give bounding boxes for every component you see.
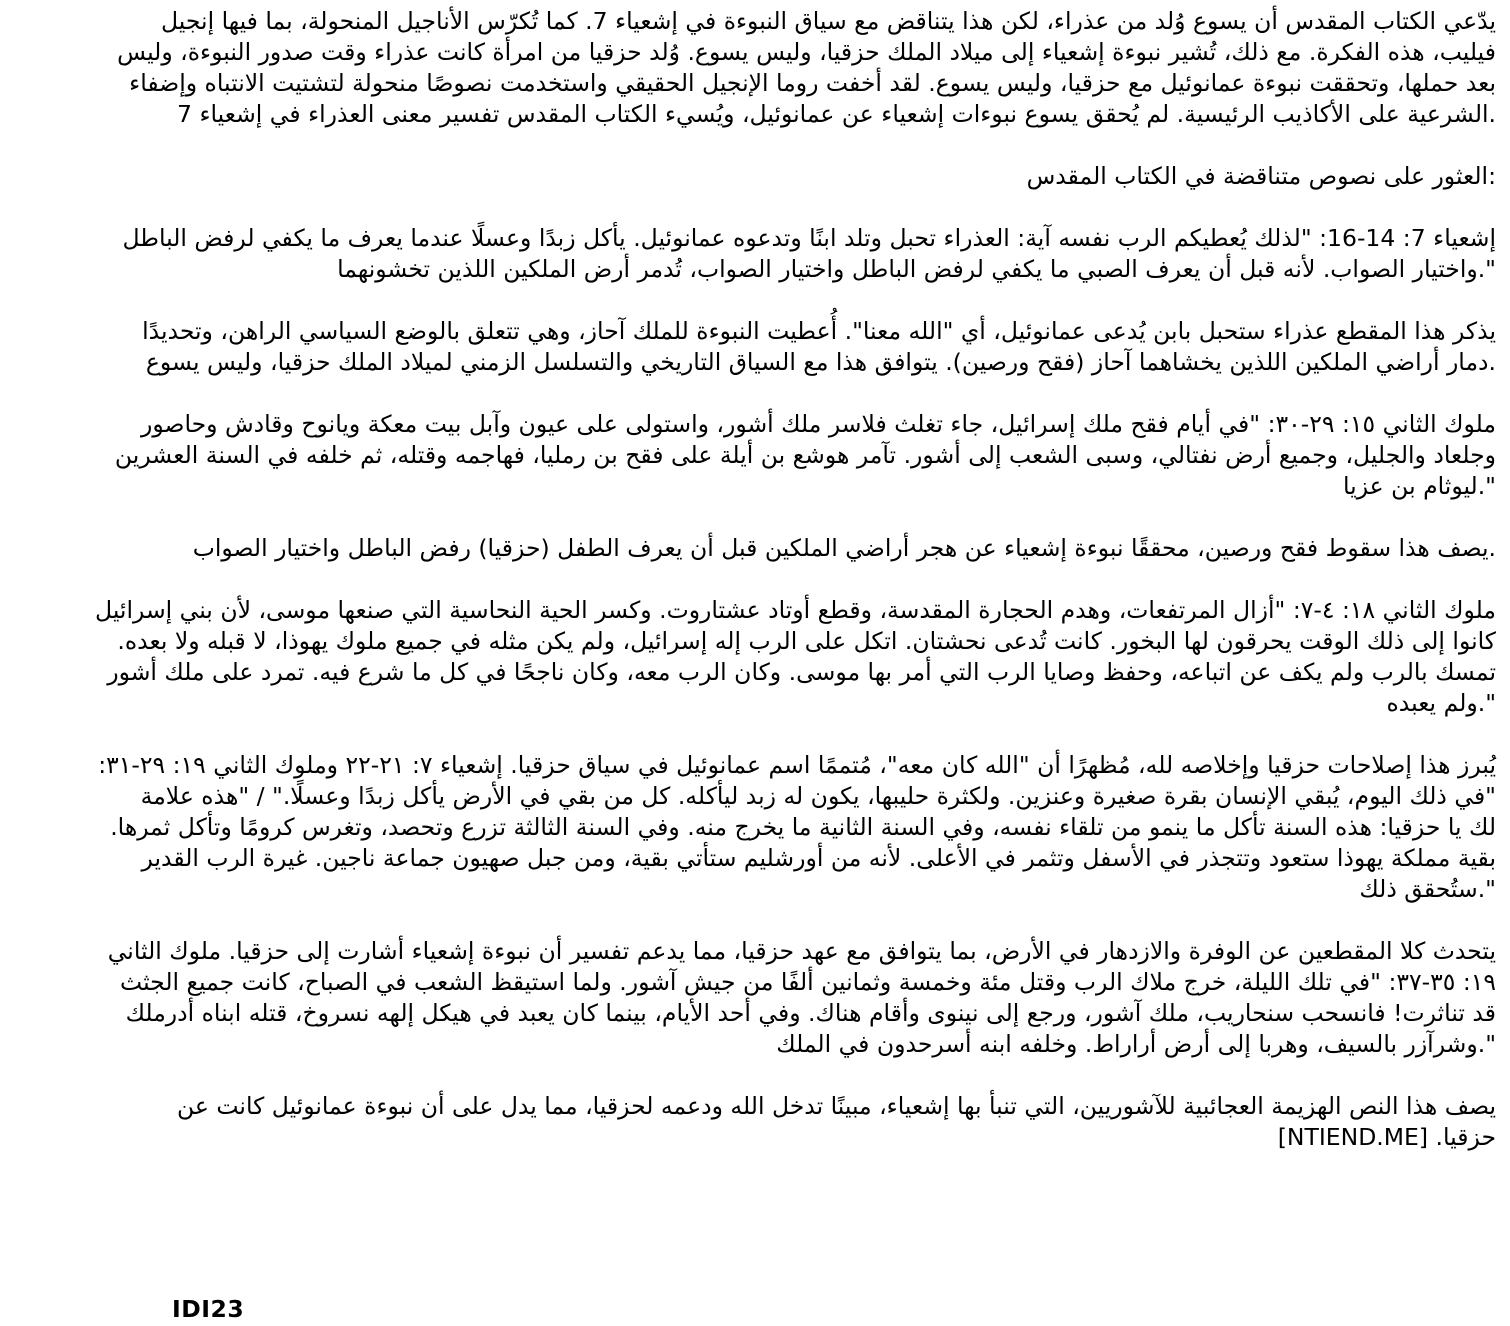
paragraph-heading: :العثور على نصوص متناقضة في الكتاب المقدس <box>1026 162 1496 190</box>
paragraph-kings-15-quote: ملوك الثاني ١٥: ٢٩-٣٠: "في أيام فقح ملك إسرائيل، جاء تغلث فلاسر ملك أشور، واستولى على عيون وآبل بيت معكة ويانوح وقادش وحاصور وجلعاد والجليل، وجميع أرض نفتالي، وسبى الشعب إلى أشور. تآمر هوشع بن أيلة على فقح بن رمليا، فهاجمه وقتله، ثم خلفه في السنة العشرين ".ليوثام بن عزيا <box>114 410 1496 500</box>
paragraph-conclusion: يصف هذا النص الهزيمة العجائبية للآشوريين، التي تنبأ بها إشعياء، مبينًا تدخل الله ودعمه لحزقيا، مما يدل على أن نبوءة عمانوئيل كانت عن حزقيا. [NTIEND.ME] <box>176 1092 1496 1151</box>
paragraph-commentary-1: يذكر هذا المقطع عذراء ستحبل بابن يُدعى عمانوئيل، أي "الله معنا". أُعطيت النبوءة للملك آحاز، وهي تتعلق بالوضع السياسي الراهن، وتحديدًا .دمار أراضي الملكين اللذين يخشاهما آحاز (فقح ورصين). يتوافق هذا مع السياق التاريخي والتسلسل الزمني لميلاد الملك حزقيا، وليس يسوع <box>142 317 1496 376</box>
paragraph-intro: يدّعي الكتاب المقدس أن يسوع وُلد من عذراء، لكن هذا يتناقض مع سياق النبوءة في إشعياء 7. كما تُكرّس الأناجيل المنحولة، بما فيها إنجيل فيليب، هذه الفكرة. مع ذلك، تُشير نبوءة إشعياء إلى ميلاد الملك حزقيا، وليس يسوع. وُلد حزقيا من امرأة كانت عذراء وقت صدور النبوءة، وليس بعد حملها، وتحققت نبوءة عمانوئيل مع حزقيا، وليس يسوع. لقد أخفت روما الإنجيل الحقيقي واستخدمت نصوصًا منحولة لتشتيت الانتباه وإضفاء .الشرعية على الأكاذيب الرئيسية. لم يُحقق يسوع نبوءات إشعياء عن عمانوئيل، ويُسيء الكتاب المقدس تفسير معنى العذراء في إشعياء 7 <box>117 7 1496 128</box>
document-body <box>10 6 1496 1153</box>
paragraph-commentary-4: يتحدث كلا المقطعين عن الوفرة والازدهار في الأرض، بما يتوافق مع عهد حزقيا، مما يدعم تفسير أن نبوءة إشعياء أشارت إلى حزقيا. ملوك الثاني ١٩: ٣٥-٣٧: "في تلك الليلة، خرج ملاك الرب وقتل مئة وخمسة وثمانين ألفًا من جيش آشور. ولما استيقظ الشعب في الصباح، كانت جميع الجثث قد تناثرت! فانسحب سنحاريب، ملك آشور، ورجع إلى نينوى وأقام هناك. وفي أحد الأيام، بينما كان يعبد في هيكل إلهه نسروخ، قتله ابناه أدرملك ".وشرآزر بالسيف، وهربا إلى أرض أراراط. وخلفه ابنه أسرحدون في الملك <box>107 937 1496 1058</box>
paragraph-commentary-3: يُبرز هذا إصلاحات حزقيا وإخلاصه لله، مُظهرًا أن "الله كان معه"، مُتممًا اسم عمانوئيل في سياق حزقيا. إشعياء ٧: ٢١-٢٢ وملوك الثاني ١٩: ٢٩-٣١: "في ذلك اليوم، يُبقي الإنسان بقرة صغيرة وعنزين. ولكثرة حليبها، يكون له زبد ليأكله. كل من بقي في الأرض يأكل زبدًا وعسلًا." / "هذه علامة لك يا حزقيا: هذه السنة تأكل ما ينمو من تلقاء نفسه، وفي السنة الثانية ما يخرج منه. وفي السنة الثالثة تزرع وتحصد، وتغرس كرومًا وتأكل ثمرها. بقية مملكة يهوذا ستعود وتتجذر في الأسفل وتثمر في الأعلى. لأنه من أورشليم ستأتي بقية، ومن جبل صهيون جماعة ناجين. غيرة الرب القدير ".ستُحقق ذلك <box>98 751 1496 903</box>
document-stamp: IDI23 <box>172 1295 245 1323</box>
paragraph-isaiah-quote: إشعياء 7: 14-16: "لذلك يُعطيكم الرب نفسه آية: العذراء تحبل وتلد ابنًا وتدعوه عمانوئيل. يأكل زبدًا وعسلًا عندما يعرف ما يكفي لرفض الباطل ".واختيار الصواب. لأنه قبل أن يعرف الصبي ما يكفي لرفض الباطل واختيار الصواب، تُدمر أرض الملكين اللذين تخشونهما <box>122 224 1496 283</box>
paragraph-kings-18-quote: ملوك الثاني ١٨: ٤-٧: "أزال المرتفعات، وهدم الحجارة المقدسة، وقطع أوتاد عشتاروت. وكسر الحية النحاسية التي صنعها موسى، لأن بني إسرائيل كانوا إلى ذلك الوقت يحرقون لها البخور. كانت تُدعى نحشتان. اتكل على الرب إله إسرائيل، ولم يكن مثله في جميع ملوك يهوذا، لا قبله ولا بعده. تمسك بالرب ولم يكف عن اتباعه، وحفظ وصايا الرب التي أمر بها موسى. وكان الرب معه، وكان ناجحًا في كل ما شرع فيه. تمرد على ملك أشور ".ولم يعبده <box>95 596 1496 717</box>
paragraph-commentary-2: .يصف هذا سقوط فقح ورصين، محققًا نبوءة إشعياء عن هجر أراضي الملكين قبل أن يعرف الطفل (حزقيا) رفض الباطل واختيار الصواب <box>192 534 1496 562</box>
